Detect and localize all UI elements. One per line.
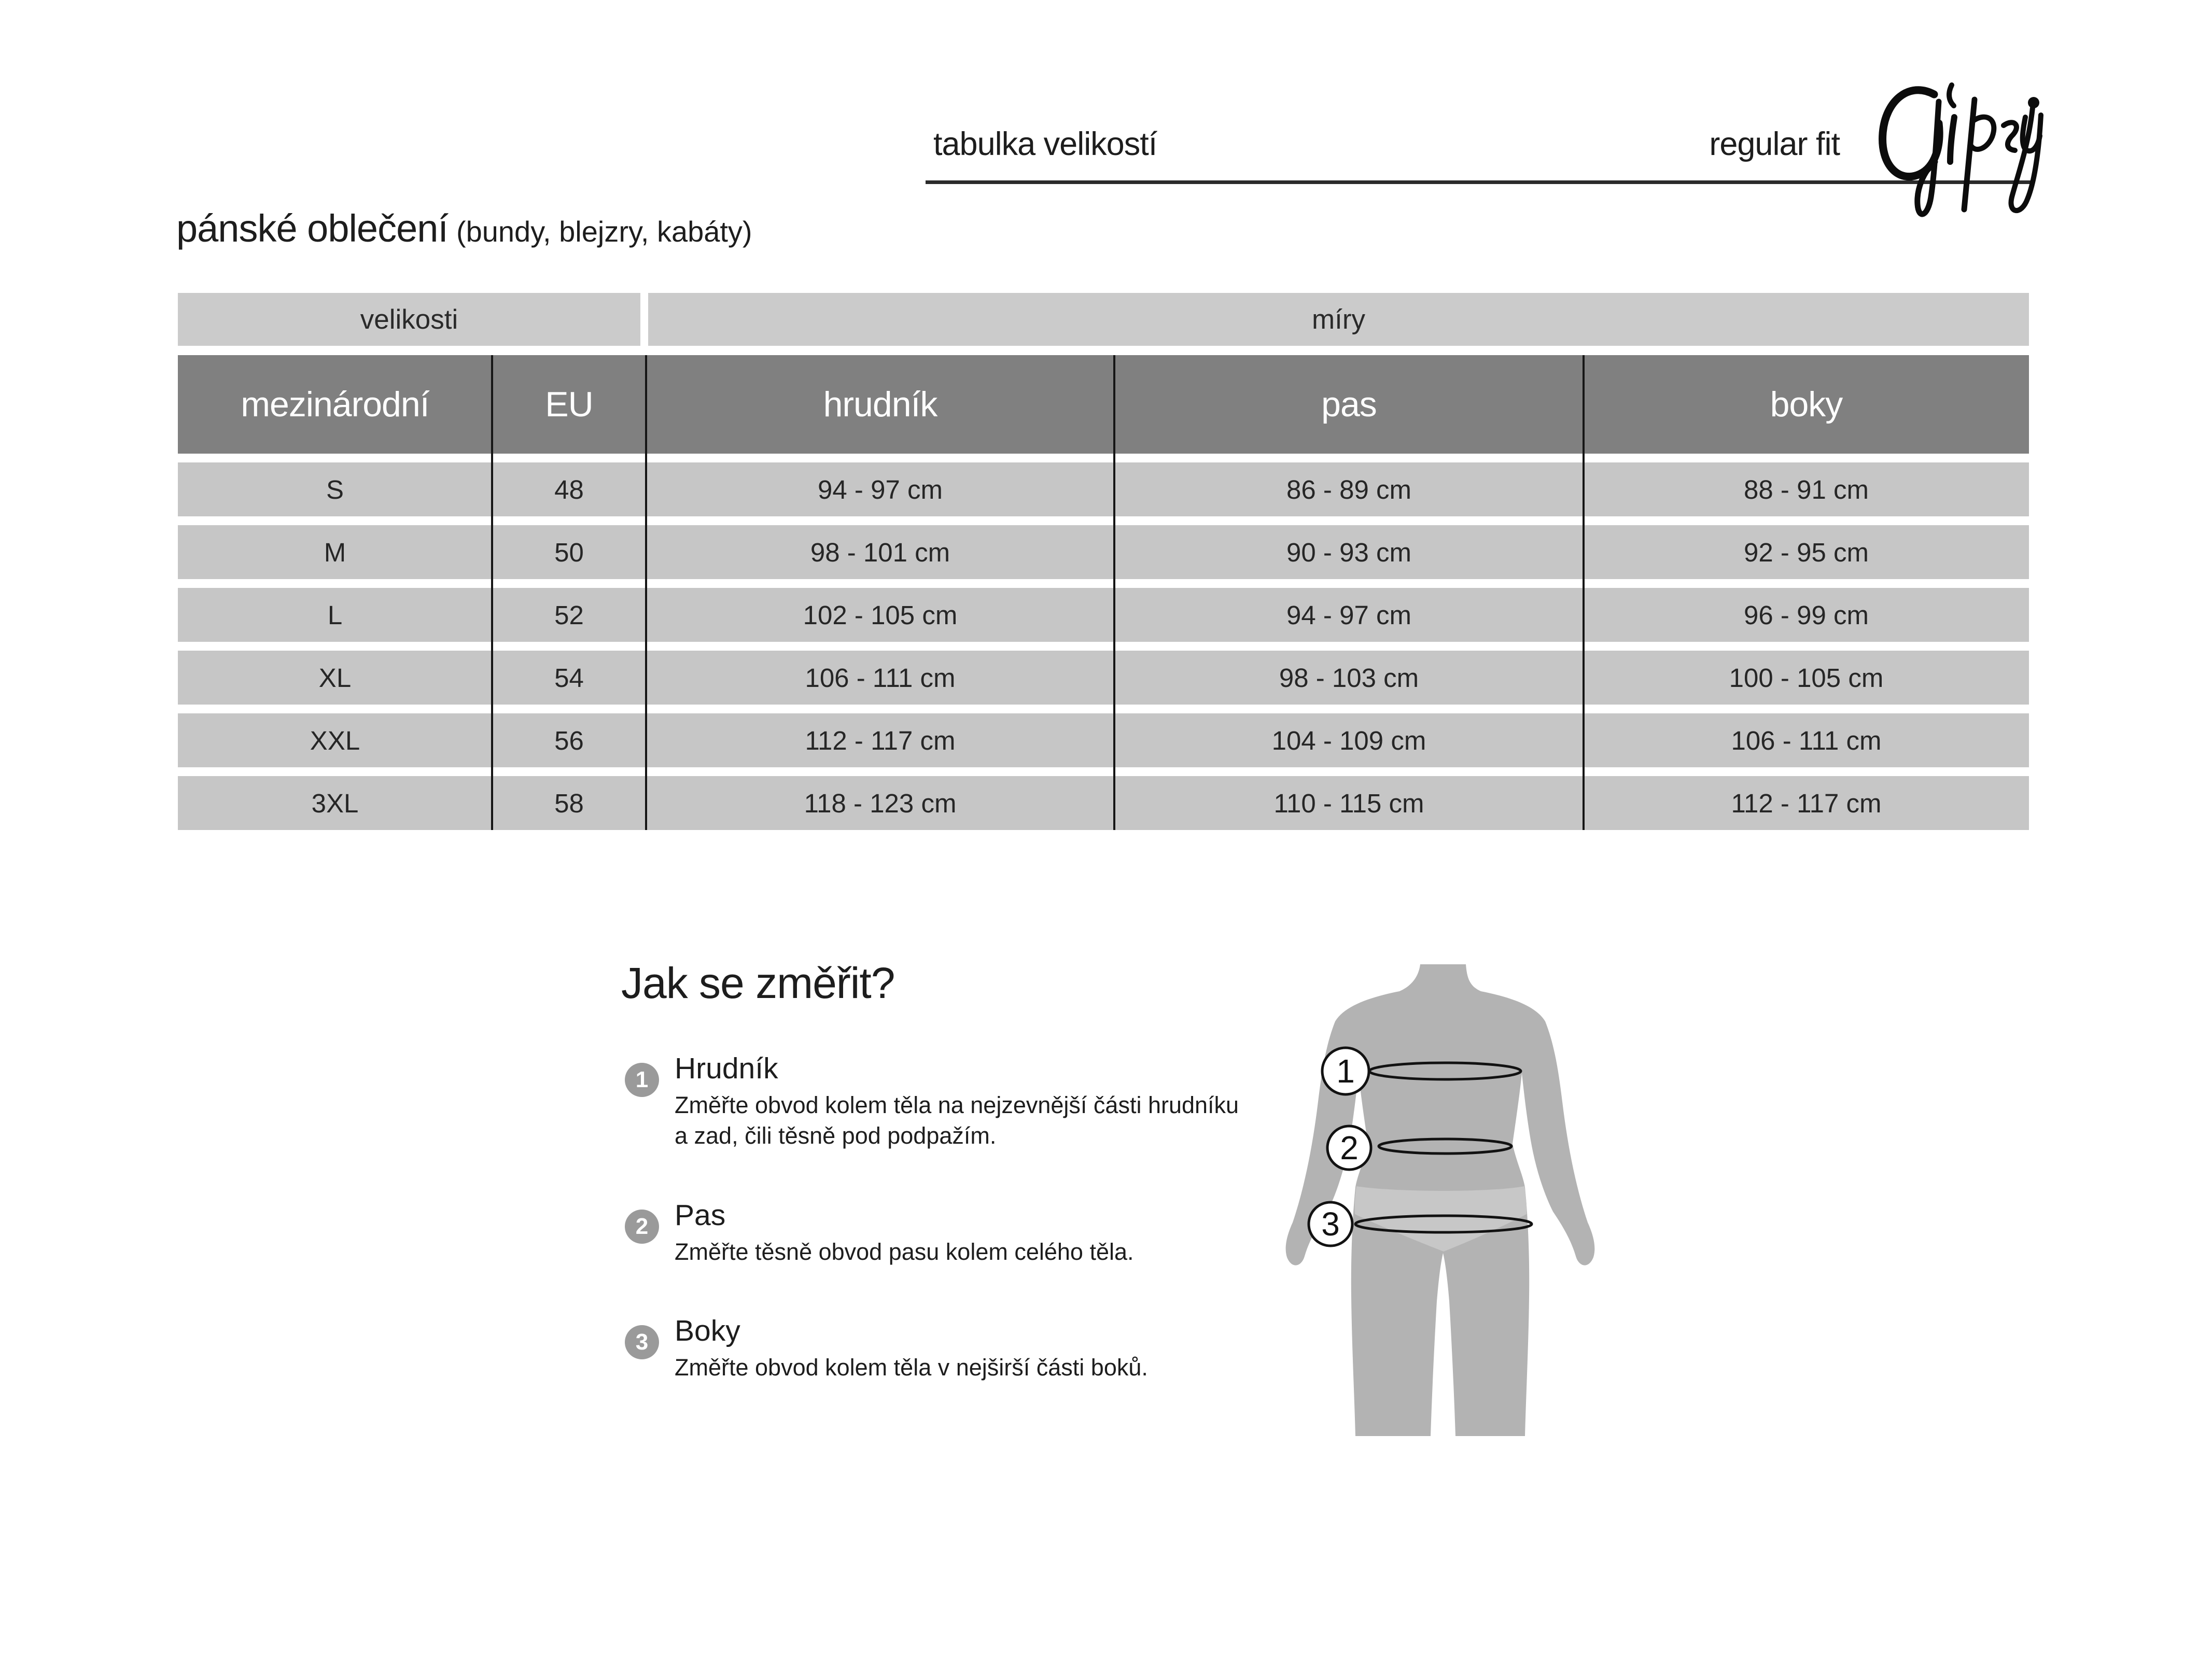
column-header-hips: boky — [1770, 385, 1843, 424]
cell-eu: 48 — [554, 474, 584, 504]
table-row-3xl — [178, 776, 2029, 830]
page-title: tabulka velikostí — [933, 126, 1157, 162]
cell-hips: 92 - 95 cm — [1744, 537, 1869, 567]
table-row-xxl — [178, 713, 2029, 767]
cell-waist: 110 - 115 cm — [1273, 788, 1424, 818]
step-3-badge: 3 — [625, 1325, 659, 1359]
cell-waist: 86 - 89 cm — [1286, 474, 1411, 504]
column-divider — [491, 355, 493, 830]
column-header-chest: hrudník — [823, 385, 937, 424]
step-1-badge: 1 — [625, 1063, 659, 1097]
column-divider — [1113, 355, 1115, 830]
step-2-badge: 2 — [625, 1210, 659, 1244]
cell-chest: 98 - 101 cm — [810, 537, 950, 567]
header-divider — [926, 180, 2031, 184]
cell-eu: 54 — [554, 663, 584, 693]
size-table — [178, 293, 2029, 830]
cell-waist: 104 - 109 cm — [1271, 725, 1426, 755]
column-divider — [1583, 355, 1585, 830]
cell-size: S — [326, 474, 344, 504]
cell-hips: 96 - 99 cm — [1744, 600, 1869, 630]
step-2-description: Změřte těsně obvod pasu kolem celého těla. — [675, 1238, 1134, 1265]
cell-chest: 106 - 111 cm — [805, 663, 956, 693]
how-to-measure-title: Jak se změřit? — [621, 959, 895, 1007]
table-header-row — [178, 355, 2029, 454]
table-row-m — [178, 525, 2029, 579]
cell-chest: 94 - 97 cm — [818, 474, 943, 504]
group-header-sizes: velikosti — [178, 293, 640, 346]
body-silhouette-figure — [1270, 944, 1685, 1436]
figure-marker-3-label: 3 — [1321, 1205, 1340, 1243]
list-item-chest — [625, 1051, 1278, 1151]
table-row-s — [178, 462, 2029, 516]
figure-marker-2-label: 2 — [1340, 1129, 1359, 1166]
cell-size: 3XL — [311, 788, 359, 818]
cell-eu: 56 — [554, 725, 584, 755]
column-header-eu: EU — [545, 385, 593, 424]
cell-hips: 100 - 105 cm — [1729, 663, 1884, 693]
list-item-hips — [625, 1314, 1278, 1383]
step-3-description: Změřte obvod kolem těla v nejširší části boků. — [675, 1354, 1148, 1381]
column-divider — [645, 355, 647, 830]
cell-waist: 98 - 103 cm — [1279, 663, 1419, 693]
cell-hips: 112 - 117 cm — [1731, 788, 1882, 818]
section-title-line — [176, 206, 752, 250]
table-row-l — [178, 588, 2029, 642]
section-subtitle: (bundy, blejzry, kabáty) — [456, 215, 752, 248]
column-header-international: mezinárodní — [241, 385, 429, 424]
section-title: pánské oblečení — [176, 207, 448, 250]
figure-marker-1-label: 1 — [1336, 1052, 1355, 1090]
cell-size: XXL — [310, 725, 360, 755]
group-header-measures: míry — [648, 293, 2029, 346]
step-1-title: Hrudník — [675, 1052, 778, 1085]
gipsy-logo — [1873, 63, 2049, 234]
step-3-title: Boky — [675, 1314, 740, 1348]
step-2-title: Pas — [675, 1198, 726, 1232]
table-row-xl — [178, 651, 2029, 705]
cell-chest: 102 - 105 cm — [803, 600, 958, 630]
cell-eu: 50 — [554, 537, 584, 567]
gipsy-logo-art — [1873, 63, 2049, 234]
column-header-waist: pas — [1321, 385, 1377, 424]
cell-waist: 94 - 97 cm — [1286, 600, 1411, 630]
cell-size: XL — [318, 663, 352, 693]
cell-eu: 52 — [554, 600, 584, 630]
cell-hips: 88 - 91 cm — [1744, 474, 1869, 504]
measurement-figure — [1270, 944, 1685, 1436]
list-item-waist — [625, 1198, 1278, 1267]
cell-chest: 112 - 117 cm — [805, 725, 956, 755]
cell-size: L — [327, 600, 343, 630]
cell-hips: 106 - 111 cm — [1731, 725, 1882, 755]
cell-size: M — [324, 537, 346, 567]
fit-type-label: regular fit — [1709, 126, 1840, 162]
table-group-header — [178, 293, 2029, 346]
table-body — [178, 355, 2029, 830]
cell-chest: 118 - 123 cm — [804, 788, 957, 818]
how-to-measure-list — [625, 1051, 1278, 1383]
cell-eu: 58 — [554, 788, 584, 818]
cell-waist: 90 - 93 cm — [1286, 537, 1411, 567]
step-1-description: Změřte obvod kolem těla na nejzevnější části hrudníku a zad, čili těsně pod podpažím. — [675, 1092, 1239, 1149]
